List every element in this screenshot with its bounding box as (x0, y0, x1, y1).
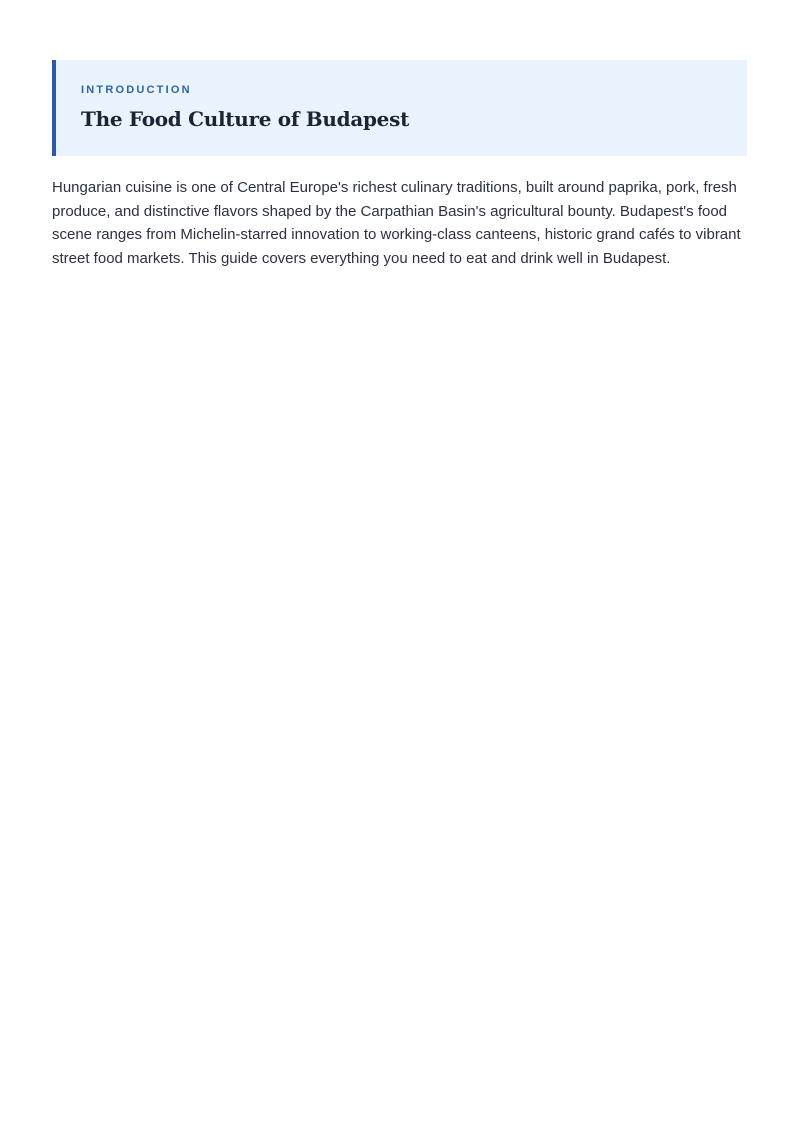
section-eyebrow: INTRODUCTION (81, 84, 192, 96)
section-header (52, 60, 747, 156)
intro-paragraph: Hungarian cuisine is one of Central Europe's richest culinary traditions, built around paprika, pork, fresh produce, and distinctive flavors shaped by the Carpathian Basin's agricultural bounty. Budapest's food scene ranges from Michelin-starred innovation to working-class canteens, historic grand cafés to vibrant street food markets. This guide covers everything you need to eat and drink well in Budapest. (52, 179, 741, 268)
section-title: The Food Culture of Budapest (81, 107, 410, 131)
document-page (52, 60, 747, 271)
